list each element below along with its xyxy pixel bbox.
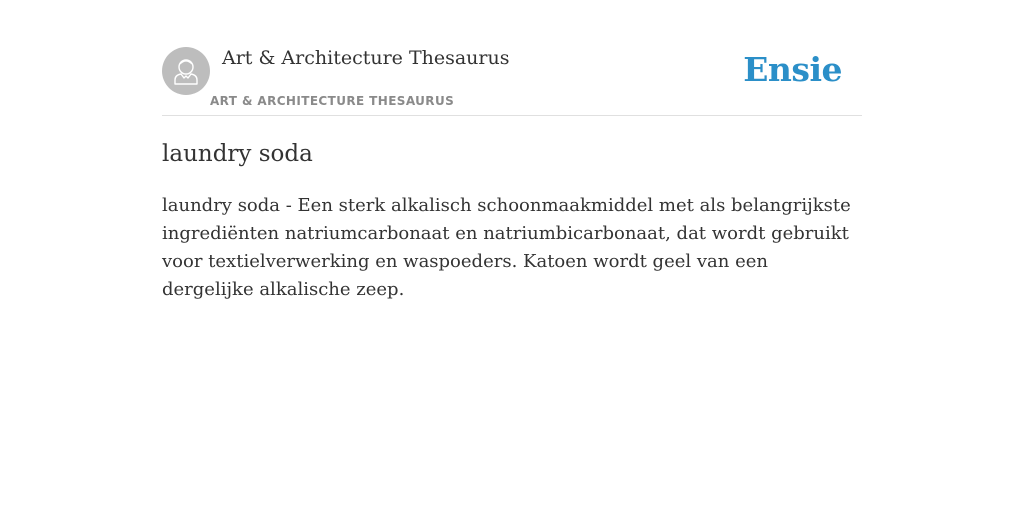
term-title: laundry soda xyxy=(162,141,313,167)
author-name-link[interactable]: Art & Architecture Thesaurus xyxy=(222,47,510,69)
term-definition: laundry soda - Een sterk alkalisch schoonmaakmiddel met als belangrijkste ingrediënten natriumcarbonaat en natriumbicarbonaat, dat wordt gebruikt voor textielverwerking en waspoeders. Katoen wordt geel van een dergelijke alkalische zeep. xyxy=(162,195,851,300)
user-avatar-icon[interactable] xyxy=(162,47,210,95)
person-outline-icon xyxy=(162,47,210,95)
header xyxy=(162,0,862,116)
category-label: ART & ARCHITECTURE THESAURUS xyxy=(210,94,455,108)
entry-content xyxy=(162,132,862,304)
ensie-logo[interactable]: Ensie xyxy=(743,50,842,89)
